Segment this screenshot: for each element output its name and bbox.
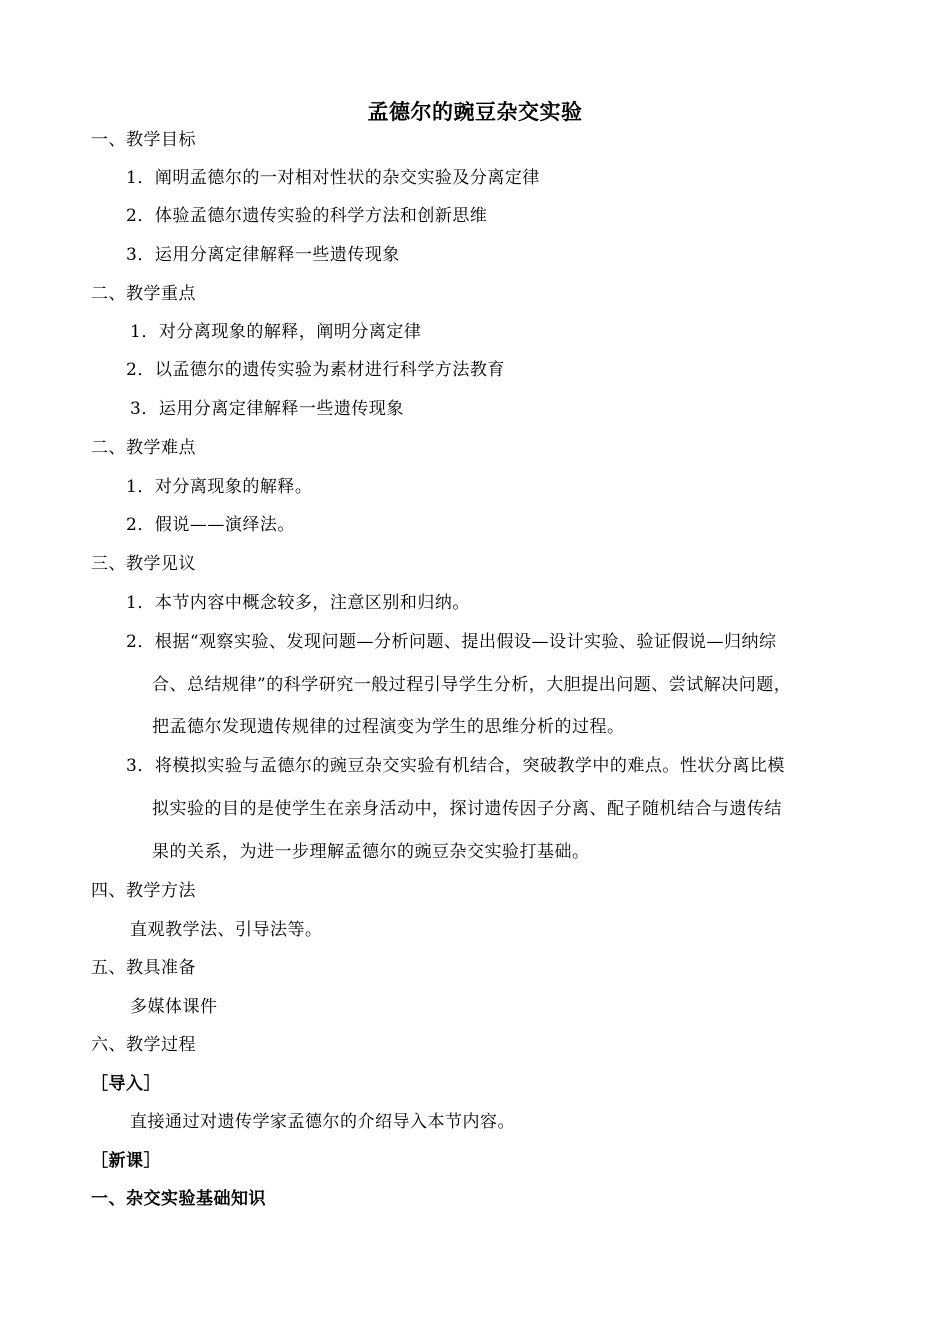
suggestion-item-3-line-1: 3．将模拟实验与孟德尔的豌豆杂交实验有机结合，突破教学中的难点。性状分离比模 (126, 756, 785, 776)
objective-item-3: 3．运用分离定律解释一些遗传现象 (126, 245, 400, 265)
section-heading-materials: 五、教具准备 (91, 958, 196, 978)
section-heading-methods: 四、教学方法 (91, 881, 196, 901)
suggestion-item-2-line-2: 合、总结规律”的科学研究一般过程引导学生分析，大胆提出问题、尝试解决问题， (152, 675, 792, 695)
suggestion-item-1: 1．本节内容中概念较多，注意区别和归纳。 (126, 593, 470, 613)
subheading-new-lesson: ［新课］ (91, 1151, 161, 1171)
suggestion-item-3-line-2: 拟实验的目的是使学生在亲身活动中，探讨遗传因子分离、配子随机结合与遗传结 (152, 799, 782, 819)
objective-item-1: 1．阐明孟德尔的一对相对性状的杂交实验及分离定律 (126, 168, 540, 188)
key-point-item-3: 3．运用分离定律解释一些遗传现象 (130, 399, 404, 419)
suggestion-item-2-line-1: 2．根据“观察实验、发现问题—分析问题、提出假设—设计实验、验证假说—归纳综 (126, 632, 777, 652)
section-heading-process: 六、教学过程 (91, 1035, 196, 1055)
difficulty-item-2: 2．假说——演绎法。 (126, 515, 295, 535)
difficulty-item-1: 1．对分离现象的解释。 (126, 477, 313, 497)
suggestion-item-2-line-3: 把孟德尔发现遗传规律的过程演变为学生的思维分析的过程。 (152, 717, 625, 737)
introduction-text: 直接通过对遗传学家孟德尔的介绍导入本节内容。 (130, 1112, 515, 1132)
section-heading-key-points: 二、教学重点 (91, 284, 196, 304)
objective-item-2: 2．体验孟德尔遗传实验的科学方法和创新思维 (126, 206, 488, 226)
lesson-section-heading: 一、杂交实验基础知识 (91, 1189, 266, 1209)
key-point-item-1: 1．对分离现象的解释，阐明分离定律 (130, 322, 422, 342)
methods-text: 直观教学法、引导法等。 (130, 920, 323, 940)
section-heading-suggestions: 三、教学见议 (91, 554, 196, 574)
subheading-introduction: ［导入］ (91, 1074, 161, 1094)
section-heading-objectives: 一、教学目标 (91, 130, 196, 150)
materials-text: 多媒体课件 (130, 997, 218, 1017)
document-title: 孟德尔的豌豆杂交实验 (367, 99, 583, 124)
section-heading-difficulties: 二、教学难点 (91, 438, 196, 458)
suggestion-item-3-line-3: 果的关系，为进一步理解孟德尔的豌豆杂交实验打基础。 (152, 842, 590, 862)
key-point-item-2: 2．以孟德尔的遗传实验为素材进行科学方法教育 (126, 360, 505, 380)
